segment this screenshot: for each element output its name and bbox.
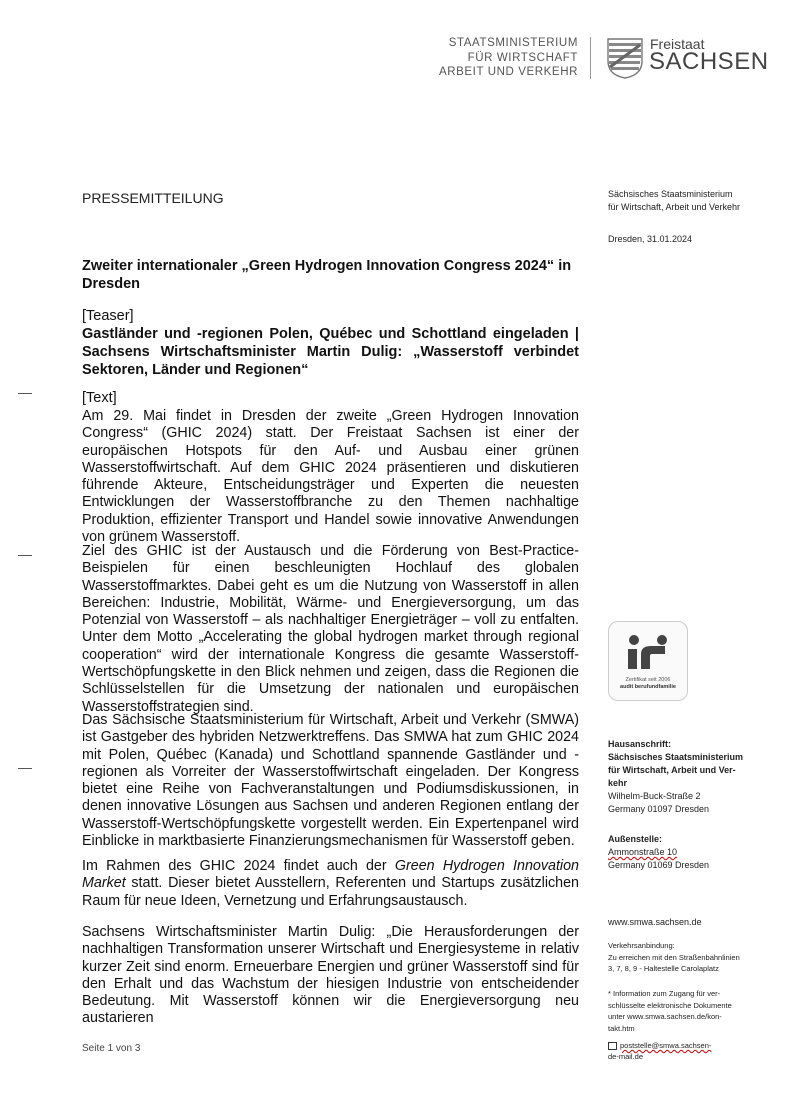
info-line-3: unter www.smwa.sachsen.de/kon- [608,1012,722,1021]
document-type: PRESSEMITTEILUNG [82,190,224,206]
info-line-4: takt.htm [608,1023,635,1033]
saxony-crest-icon [606,37,644,79]
paragraph-4-emphasis: Green Hydrogen Innovation Market [82,858,580,892]
paragraph-5: Sachsens Wirtschaftsminister Martin Dulig: „Die Herausforderungen der nachhaltigen Transformation unserer Wirtschaft und Energiesysteme in relativ kurzer Zeit sind enorm. Erneuerbare Energien und grüner Wasserstoff sind für den Erhalt und das Wachstum der hiesigen Industrie von entscheidender Bedeutung. Mit Wasserstoff können wir die Energieversorgung neu austarieren [82,924,579,1027]
text-label: [Text] [82,390,117,406]
address-city: Germany 01097 Dresden [608,804,710,814]
email-icon [608,1042,617,1050]
address-name-2: für Wirtschaft, Arbeit und Ver- [608,765,736,775]
date: Dresden, 31.01.2024 [608,234,693,244]
header-divider [590,37,591,79]
email-block [608,1040,711,1062]
ministry-line-2: FÜR WIRTSCHAFT [467,51,578,64]
sender-block [608,188,740,214]
email-line-1[interactable]: poststelle@smwa.sachsen- [620,1041,712,1050]
logo-caption-2: audit berufundfamilie [620,684,676,690]
page-number: Seite 1 von 3 [82,1043,141,1054]
branch-label: Außenstelle: [608,834,663,844]
logo-caption-1: Zertifikat seit 2006 [625,677,671,683]
address-street: Wilhelm-Buck-Straße 2 [608,791,701,801]
teaser-text: Gastländer und -regionen Polen, Québec und Schottland eingeladen | Sachsens Wirtschaftsminister Martin Dulig: „Wasserstoff verbindet Sektoren, Länder und Regionen“ [82,326,579,378]
transport-line-1: Zu erreichen mit den Straßenbahnlinien [608,952,740,962]
email-line-2[interactable]: de-mail.de [608,1052,644,1061]
info-block [608,988,732,1034]
branch-city: Germany 01069 Dresden [608,860,710,870]
address-label: Hausanschrift: [608,739,672,749]
address-name-3: kehr [608,778,628,788]
website-link[interactable]: www.smwa.sachsen.de [608,917,702,927]
paragraph-4 [82,858,579,910]
transport-label: Verkehrsanbindung: [608,941,675,950]
paragraph-1: Am 29. Mai findet in Dresden der zweite „Green Hydrogen Innovation Congress“ (GHIC 2024) statt. Der Freistaat Sachsen ist einer der europäischen Hotspots für den Auf- und Ausbau einer grünen Wasserstoffwirtschaft. Auf dem GHIC 2024 präsentieren und diskutieren führende Akteure, Entscheidungsträger und Experten die neuesten Entwicklungen der Wasserstoffbranche zu den Themen nachhaltige Produktion, effizienter Transport und Handel sowie innovative Anwendungen von grünem Wasserstoff. [82,408,579,546]
address-block [608,738,743,816]
page-title: Zweiter internationaler „Green Hydrogen Innovation Congress 2024“ in Dresden [82,258,572,292]
fold-mark [18,768,32,769]
transport-line-2: 3, 7, 8, 9 - Haltestelle Carolaplatz [608,964,719,973]
paragraph-4-part-1: Im Rahmen des GHIC 2024 findet auch der [82,858,395,874]
ministry-line-3: ARBEIT UND VERKEHR [438,66,578,78]
sachsen-label: SACHSEN [649,48,769,75]
teaser-label: [Teaser] [82,308,134,324]
paragraph-3: Das Sächsische Staatsministerium für Wirtschaft, Arbeit und Verkehr (SMWA) ist Gastgeber des hybriden Netzwerktreffens. Das SMWA hat zum GHIC 2024 mit Polen, Québec (Kanada) und Schottland spannende Gastländer und -regionen als Vorreiter der Wasserstoffwirtschaft eingeladen. Der Kongress bietet eine Reihe von Fachveranstaltungen und Podiumsdiskussionen, in denen innovative Lösungen aus Sachsen und anderen Regionen entlang der Wasserstoff-Wertschöpfungskette vorgestellt werden. Ein Expertenpanel wird Einblicke in marktbasierte Finanzierungsmechanismen für Wasserstoff geben. [82,712,579,850]
paragraph-2: Ziel des GHIC ist der Austausch und die Förderung von Best-Practice-Beispielen für einen beschleunigten Hochlauf des globalen Wasserstoffmarktes. Dabei geht es um die Nutzung von Wasserstoff in allen Bereichen: Industrie, Mobilität, Wärme- und Energieversorgung, um das Potenzial von Wasserstoff – als nachhaltiger Energieträger – voll zu entfalten. Unter dem Motto „Accelerating the global hydrogen market through regional cooperation“ wird der internationale Kongress die gesamte Wasserstoff-Wertschöpfungskette in den Blick nehmen und zeigen, dass die Regionen die Schlüsselstellen für die Umsetzung der nationalen und europäischen Wasserstoffstrategien sind. [82,543,579,715]
punch-mark [18,555,32,556]
address-name-1: Sächsisches Staatsministerium [608,752,744,762]
ministry-line-1: STAATSMINISTERIUM [448,37,578,49]
audit-logo-icon [625,632,671,672]
fold-mark [18,393,32,394]
paragraph-4-part-2: statt. Dieser bietet Ausstellern, Referenten und Startups zusätzlichen Raum für neue Ideen, Vernetzung und Erfahrungsaustausch. [82,875,579,909]
sender-line-1: Sächsisches Staatsministerium [608,189,733,199]
branch-street: Ammonstraße 10 [608,847,678,857]
audit-certificate-logo [608,621,688,701]
branch-block [608,833,709,872]
info-line-2: schlüsselte elektronische Dokumente [608,1000,732,1010]
transport-block [608,940,740,975]
info-line-1: * Information zum Zugang für ver- [608,989,721,998]
freistaat-label: Freistaat [650,36,705,52]
ministry-name [430,36,578,80]
sender-line-2: für Wirtschaft, Arbeit und Verkehr [608,202,741,212]
